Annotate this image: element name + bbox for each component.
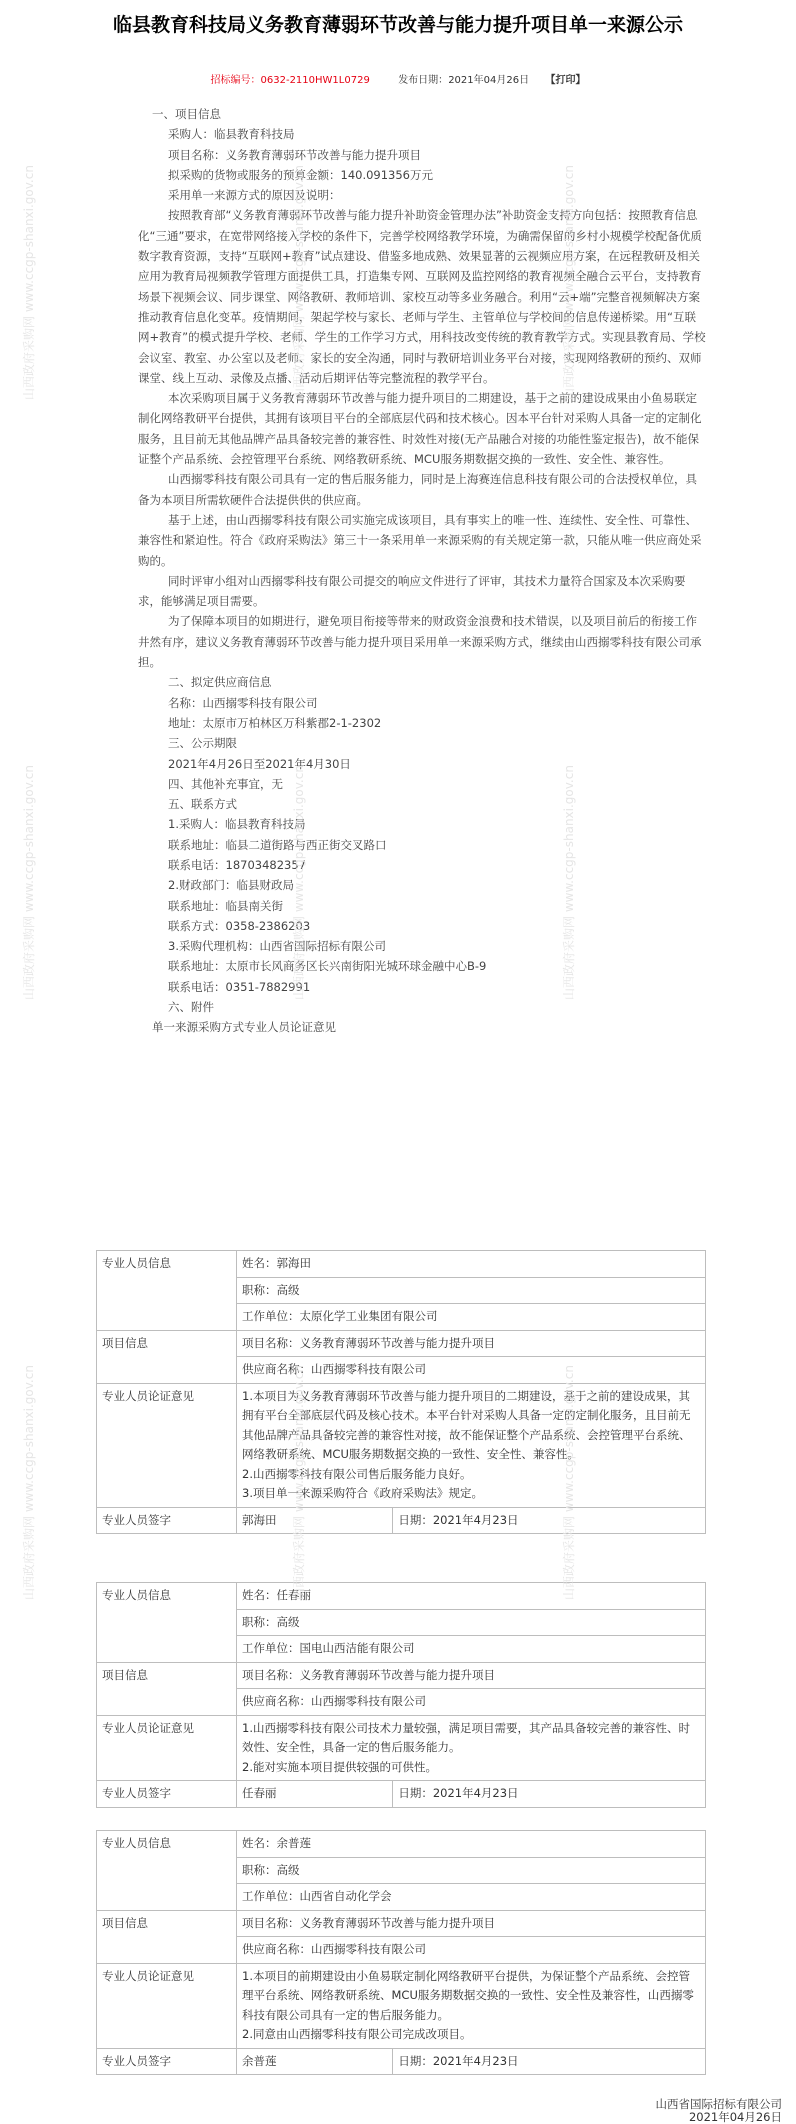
- publicity-period: 2021年4月26日至2021年4月30日: [168, 756, 351, 771]
- announcement-body: [138, 104, 706, 1038]
- sign-date-label: 日期：: [398, 2053, 433, 2068]
- project-info-label: 项目信息: [97, 1330, 237, 1383]
- reason-paragraph-4: 基于上述，由山西搦零科技有限公司实施完成该项目，具有事实上的唯一性、连续性、安全性、可靠性、兼容性和紧迫性。符合《政府采购法》第三十一条采用单一来源采购的有关规定第一款，只能从唯一供应商处采购的。: [138, 512, 702, 568]
- signature-value: 郭海田: [237, 1507, 393, 1534]
- watermark-text: 山西政府采购网 www.ccgp-shanxi.gov.cn: [562, 165, 576, 400]
- watermark-text: 山西政府采购网 www.ccgp-shanxi.gov.cn: [292, 165, 306, 400]
- reason-paragraph-5: 同时评审小组对山西搦零科技有限公司提交的响应文件进行了评审，其技术力量符合国家及本次采购要求，能够满足项目需要。: [138, 573, 686, 609]
- contact-finance-address: 联系地址：临县南关街: [168, 898, 283, 913]
- watermark-text: 山西政府采购网 www.ccgp-shanxi.gov.cn: [22, 765, 36, 1000]
- table-supplier-name: 供应商名称：山西搦零科技有限公司: [237, 1689, 706, 1716]
- opinion-line: 2.能对实施本项目提供较强的可供性。: [242, 1759, 437, 1774]
- table-project-name: 项目名称：义务教育薄弱环节改善与能力提升项目: [237, 1910, 706, 1937]
- print-link[interactable]: 【打印】: [545, 75, 586, 86]
- sign-date-label: 日期：: [398, 1512, 433, 1527]
- tender-code-label: 招标编号：: [210, 75, 261, 86]
- contact-finance-title: 2.财政部门：临县财政局: [168, 878, 294, 893]
- opinion-label: 专业人员论证意见: [97, 1715, 237, 1781]
- tender-code: 0632-2110HW1L0729: [260, 75, 370, 86]
- opinion-line: 1.山西搦零科技有限公司技术力量较强，满足项目需要，其产品具备较完善的兼容性、时效性、安全性，具备一定的售后服务能力。: [242, 1720, 690, 1754]
- opinion-line: 1.本项目的前期建设由小鱼易联定制化网络教研平台提供，为保证整个产品系统、会控管理平台系统、网络教研系统、MCU服务期数据交换的一致性、安全性及兼容性，山西搦零科技有限公司具有一定的售后服务能力。: [242, 1968, 694, 2022]
- expert-table-2: [96, 1582, 706, 1808]
- expert-work-unit: 工作单位：太原化学工业集团有限公司: [237, 1304, 706, 1331]
- contact-buyer-phone: 联系电话：18703482357: [168, 857, 306, 872]
- sign-date-value: 2021年4月23日: [432, 2053, 519, 2068]
- expert-name: 姓名：任春丽: [237, 1583, 706, 1610]
- expert-name: 姓名：余普莲: [237, 1831, 706, 1858]
- contact-agency-phone: 联系电话：0351-7882991: [168, 979, 311, 994]
- sign-date: [393, 1781, 706, 1808]
- section-heading-contact: 五、联系方式: [168, 797, 237, 812]
- expert-title: 职称：高级: [237, 1857, 706, 1884]
- signature-value: 任春丽: [237, 1781, 393, 1808]
- section-heading-attachment: 六、附件: [168, 1000, 214, 1015]
- watermark-text: 山西政府采购网 www.ccgp-shanxi.gov.cn: [292, 1365, 306, 1600]
- reason-paragraph-2: 本次采购项目属于义务教育薄弱环节改善与能力提升项目的二期建设，基于之前的建设成果由小鱼易联定制化网络教研平台提供，其拥有该项目平台的全部底层代码和技术核心。因本平台针对采购人具备一定的定制化服务，且目前无其他品牌产品具备较完善的兼容性、时效性对接(无产品融合对接的功能性鉴定报告)，故不能保证整个产品系统、会控管理平台系统、网络教研系统、MCU服务期数据交换的一致性、安全性、兼容性。: [138, 391, 702, 467]
- signature-label: 专业人员签字: [97, 1507, 237, 1534]
- opinion-content: [237, 1383, 706, 1507]
- reason-paragraph-1: 按照教育部“义务教育薄弱环节改善与能力提升补助资金管理办法”补助资金支持方向包括：按照教育信息化“三通”要求，在宽带网络接入学校的条件下，完善学校网络教学环境，为确需保留的乡村小规模学校配备优质数字教育资源，支持“互联网+教育”试点建设、借鉴多地成熟、效果显著的云视频应用方案，在远程教研及相关应用为教育局视频教学管理方面提供工具，打造集专网、互联网及监控网络的教育视频全融合云平台，支持教育场景下视频会议、同步课堂、网络教研、教师培训、家校互动等多业务融合。利用“云+端”完整音视频解决方案推动教育信息化变革。疫情期间，架起学校与家长、老师与学生、主管单位与学校间的信息传递桥梁。用“互联网+教育”的模式提升学校、老师、学生的工作学习方式，用科技改变传统的教育教学方式。实现县教育局、学校会议室、教室、办公室以及老师、家长的安全沟通，同时与教研培训业务平台对接，实现网络教研的预约、双师课堂、线上互动、录像及点播、活动后期评估等完整流程的教学平台。: [138, 208, 706, 385]
- opinion-content: [237, 1715, 706, 1781]
- signature-label: 专业人员签字: [97, 2048, 237, 2075]
- sign-date-value: 2021年4月23日: [432, 1512, 519, 1527]
- table-supplier-name: 供应商名称：山西搦零科技有限公司: [237, 1937, 706, 1964]
- project-name: 项目名称：义务教育薄弱环节改善与能力提升项目: [168, 147, 421, 162]
- supplier-name: 名称：山西搦零科技有限公司: [168, 695, 318, 710]
- project-info-label: 项目信息: [97, 1910, 237, 1963]
- sign-date-label: 日期：: [398, 1786, 433, 1800]
- watermark-text: 山西政府采购网 www.ccgp-shanxi.gov.cn: [562, 765, 576, 1000]
- footer: [656, 2098, 783, 2124]
- table-supplier-name: 供应商名称：山西搦零科技有限公司: [237, 1357, 706, 1384]
- opinion-line: 1.本项目为义务教育薄弱环节改善与能力提升项目的二期建设，基于之前的建设成果，其拥有平台全部底层代码及核心技术。本平台针对采购人具备一定的定制化服务，且目前无其他品牌产品具备较完善的兼容性对接，故不能保证整个产品系统、会控管理平台系统、网络教研系统、MCU服务期数据交换的一致性、安全性、兼容性。: [242, 1388, 691, 1461]
- table-project-name: 项目名称：义务教育薄弱环节改善与能力提升项目: [237, 1662, 706, 1689]
- page-title: 临县教育科技局义务教育薄弱环节改善与能力提升项目单一来源公示: [112, 14, 683, 36]
- expert-info-label: 专业人员信息: [97, 1583, 237, 1663]
- signature-value: 余普莲: [237, 2048, 393, 2075]
- footer-org: 山西省国际招标有限公司: [655, 2097, 782, 2111]
- expert-info-label: 专业人员信息: [97, 1831, 237, 1911]
- opinion-line: 3.项目单一来源采购符合《政府采购法》规定。: [242, 1486, 483, 1500]
- opinion-line: 2.同意由山西搦零科技有限公司完成改项目。: [242, 2027, 472, 2041]
- watermark-text: 山西政府采购网 www.ccgp-shanxi.gov.cn: [22, 1365, 36, 1600]
- sign-date-value: 2021年4月23日: [432, 1786, 519, 1800]
- opinion-line: 2.山西搦零科技有限公司售后服务能力良好。: [242, 1466, 472, 1481]
- contact-agency-address: 联系地址：太原市长风商务区长兴南街阳光城环球金融中心B-9: [168, 959, 487, 974]
- contact-buyer-address: 联系地址：临县二道街路与西正街交叉路口: [168, 837, 387, 852]
- expert-table-3: [96, 1830, 706, 2075]
- expert-info-label: 专业人员信息: [97, 1251, 237, 1331]
- opinion-label: 专业人员论证意见: [97, 1963, 237, 2048]
- section-heading-period: 三、公示期限: [168, 736, 237, 751]
- watermark-text: 山西政府采购网 www.ccgp-shanxi.gov.cn: [562, 1365, 576, 1600]
- buyer: 采购人：临县教育科技局: [168, 127, 295, 142]
- contact-finance-phone: 联系方式：0358-2386203: [168, 918, 311, 933]
- contact-buyer-title: 1.采购人：临县教育科技局: [168, 817, 306, 832]
- expert-name: 姓名：郭海田: [237, 1251, 706, 1278]
- expert-title: 职称：高级: [237, 1277, 706, 1304]
- sign-date: [393, 1507, 706, 1534]
- announcement-meta: [0, 71, 796, 86]
- sign-date: [393, 2048, 706, 2075]
- expert-work-unit: 工作单位：国电山西洁能有限公司: [237, 1636, 706, 1663]
- section-heading-other: 四、其他补充事宜，无: [168, 776, 283, 791]
- project-info-label: 项目信息: [97, 1662, 237, 1715]
- contact-agency-title: 3.采购代理机构：山西省国际招标有限公司: [168, 939, 386, 954]
- opinion-label: 专业人员论证意见: [97, 1383, 237, 1507]
- reason-paragraph-3: 山西搦零科技有限公司具有一定的售后服务能力，同时是上海赛连信息科技有限公司的合法授权单位，具备为本项目所需软硬件合法提供供的供应商。: [138, 472, 697, 507]
- watermark-text: 山西政府采购网 www.ccgp-shanxi.gov.cn: [22, 165, 36, 400]
- supplier-address: 地址：太原市万柏林区万科紫郡2-1-2302: [168, 715, 382, 730]
- publish-date-label: 发布日期：: [398, 75, 449, 86]
- reason-paragraph-6: 为了保障本项目的如期进行，避免项目衔接等带来的财政资金浪费和技术错误，以及项目前后的衔接工作井然有序，建议义务教育薄弱环节改善与能力提升项目采用单一来源采购方式，继续由山西搦零科技有限公司承担。: [138, 614, 702, 670]
- expert-table-1: [96, 1250, 706, 1534]
- expert-work-unit: 工作单位：山西省自动化学会: [237, 1884, 706, 1911]
- publish-date: 2021年04月26日: [448, 75, 530, 86]
- watermark-text: 山西政府采购网 www.ccgp-shanxi.gov.cn: [292, 765, 306, 1000]
- section-heading-project-info: 一、项目信息: [152, 107, 221, 121]
- attachment-subtitle: 单一来源采购方式专业人员论证意见: [152, 1020, 336, 1035]
- table-project-name: 项目名称：义务教育薄弱环节改善与能力提升项目: [237, 1330, 706, 1357]
- section-heading-supplier: 二、拟定供应商信息: [168, 675, 272, 690]
- signature-label: 专业人员签字: [97, 1781, 237, 1808]
- budget: 拟采购的货物或服务的预算金额：140.091356万元: [168, 167, 434, 182]
- reason-heading: 采用单一来源方式的原因及说明：: [168, 188, 341, 203]
- opinion-content: [237, 1963, 706, 2048]
- footer-date: 2021年04月26日: [688, 2110, 782, 2124]
- expert-title: 职称：高级: [237, 1609, 706, 1636]
